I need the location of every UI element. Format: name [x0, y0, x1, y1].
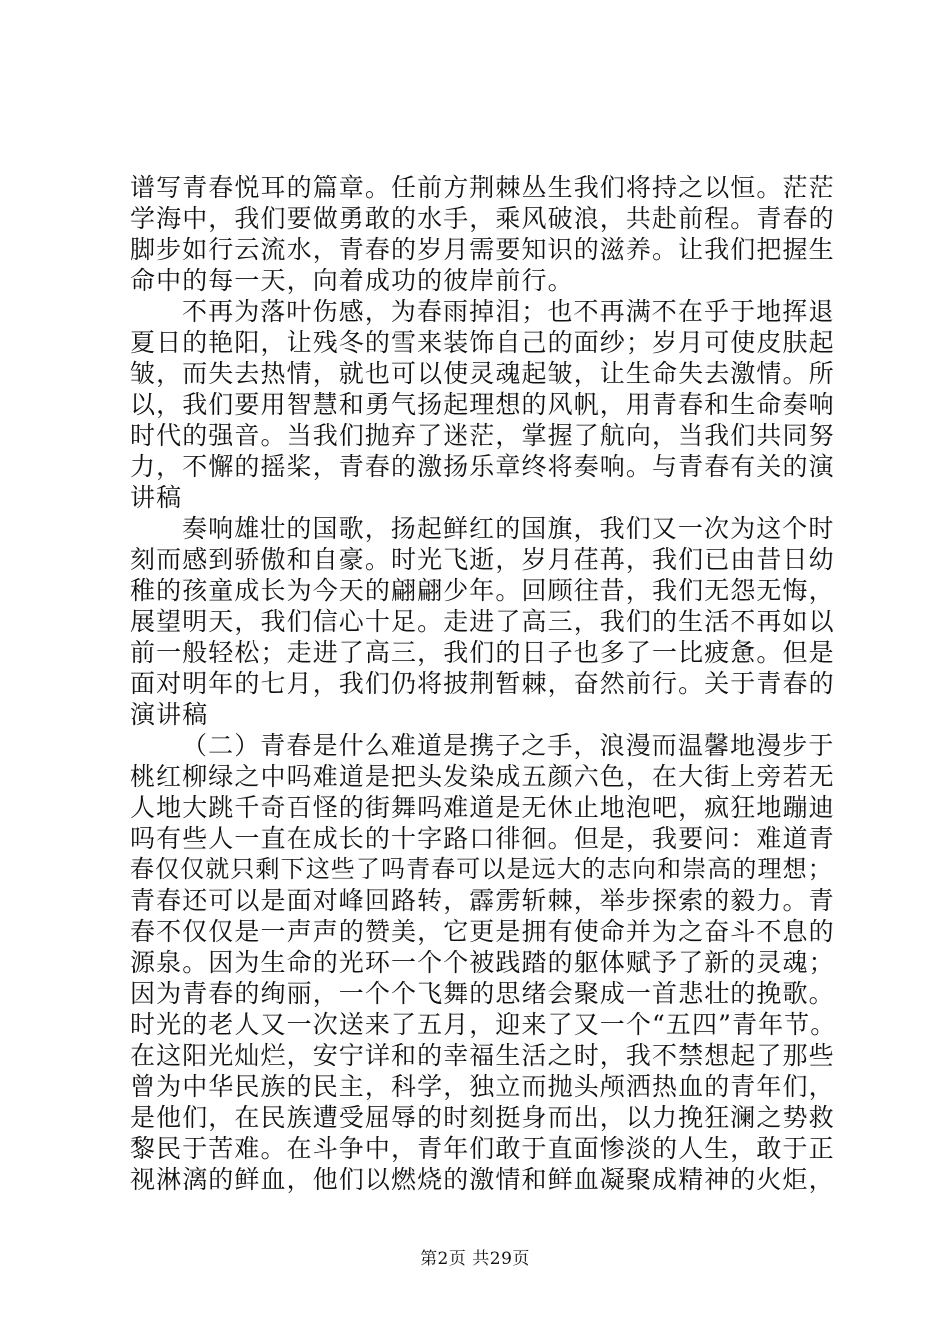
text-line: 讲稿 — [130, 483, 183, 512]
text-line: 面对明年的七月，我们仍将披荆暂棘，奋然前行。关于青春的 — [130, 669, 835, 698]
document-body — [130, 172, 836, 1195]
paragraph-start-line: （二）青春是什么难道是携子之手，浪漫而温馨地漫步于 — [182, 731, 835, 760]
text-line: 在这阳光灿烂，安宁详和的幸福生活之时，我不禁想起了那些 — [130, 1041, 835, 1070]
text-line: 夏日的艳阳，让残冬的雪来装饰自己的面纱；岁月可使皮肤起 — [130, 328, 835, 357]
text-line: 学海中，我们要做勇敢的水手，乘风破浪，共赴前程。青春的 — [130, 204, 835, 233]
page-number-footer: 第2页 共29页 — [420, 1249, 530, 1269]
text-line: 人地大跳千奇百怪的街舞吗难道是无休止地泡吧，疯狂地蹦迪 — [130, 793, 835, 822]
text-line: 桃红柳绿之中吗难道是把头发染成五颜六色，在大街上旁若无 — [130, 762, 835, 791]
text-line: 稚的孩童成长为今天的翩翩少年。回顾往昔，我们无怨无悔， — [130, 576, 835, 605]
text-line: 脚步如行云流水，青春的岁月需要知识的滋养。让我们把握生 — [130, 235, 835, 264]
text-line: 青春还可以是面对峰回路转，霹雳斩棘，举步探索的毅力。青 — [130, 886, 835, 915]
text-line: 以，我们要用智慧和勇气扬起理想的风帆，用青春和生命奏响 — [130, 390, 835, 419]
text-line: 视淋漓的鲜血，他们以燃烧的激情和鲜血凝聚成精神的火炬， — [130, 1165, 835, 1194]
text-line: 谱写青春悦耳的篇章。任前方荆棘丛生我们将持之以恒。茫茫 — [130, 173, 835, 202]
paragraph-start-line: 奏响雄壮的国歌，扬起鲜红的国旗，我们又一次为这个时 — [182, 514, 835, 543]
text-line: 刻而感到骄傲和自豪。时光飞逝，岁月荏苒，我们已由昔日幼 — [130, 545, 835, 574]
text-line: 春不仅仅是一声声的赞美，它更是拥有使命并为之奋斗不息的 — [130, 917, 835, 946]
paragraph-start-line: 不再为落叶伤感，为春雨掉泪；也不再满不在乎于地挥退 — [182, 297, 835, 326]
text-line: 皱，而失去热情，就也可以使灵魂起皱，让生命失去激情。所 — [130, 359, 835, 388]
text-line: 前一般轻松；走进了高三，我们的日子也多了一比疲惫。但是 — [130, 638, 835, 667]
text-line: 是他们，在民族遭受屈辱的时刻挺身而出，以力挽狂澜之势救 — [130, 1103, 835, 1132]
text-line: 曾为中华民族的民主，科学，独立而抛头颅洒热血的青年们， — [130, 1072, 835, 1101]
text-line: 吗有些人一直在成长的十字路口徘徊。但是，我要问：难道青 — [130, 824, 835, 853]
text-line: 因为青春的绚丽，一个个飞舞的思绪会聚成一首悲壮的挽歌。 — [130, 979, 835, 1008]
text-line: 力，不懈的摇桨，青春的激扬乐章终将奏响。与青春有关的演 — [130, 452, 835, 481]
text-line: 命中的每一天，向着成功的彼岸前行。 — [130, 266, 574, 295]
text-line: 黎民于苦难。在斗争中，青年们敢于直面惨淡的人生，敢于正 — [130, 1134, 835, 1163]
text-line: 春仅仅就只剩下这些了吗青春可以是远大的志向和崇高的理想； — [130, 855, 833, 883]
text-line: 展望明天，我们信心十足。走进了高三，我们的生活不再如以 — [130, 607, 835, 636]
text-line: 源泉。因为生命的光环一个个被践踏的躯体赋予了新的灵魂； — [130, 948, 835, 977]
text-line: 演讲稿 — [130, 700, 209, 729]
text-line: 时光的老人又一次送来了五月，迎来了又一个“五四”青年节。 — [130, 1010, 837, 1039]
text-line: 时代的强音。当我们抛弃了迷茫，掌握了航向，当我们共同努 — [130, 421, 835, 450]
